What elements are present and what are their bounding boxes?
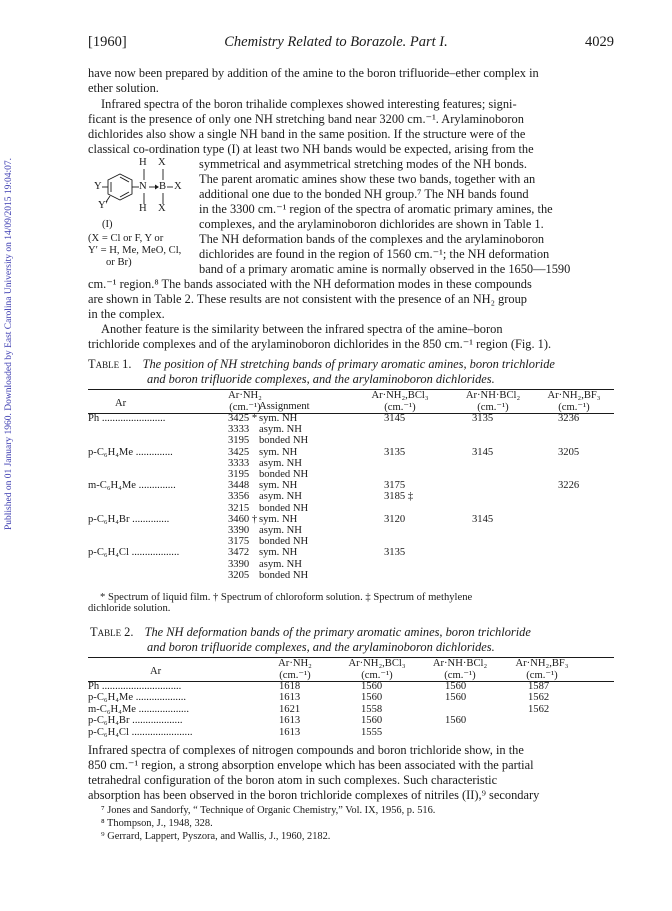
cell-amine: 1618 <box>279 681 301 692</box>
table-1-footnote: dichloride solution. <box>88 603 171 614</box>
cell-bcl3: 1555 <box>361 726 383 738</box>
cell-bcl3: 1560 <box>361 715 383 727</box>
text-line: dichlorides also show a single NH band in the same position. If the structure were of the <box>88 127 526 141</box>
row-label: p-C₆H₄Me .............. <box>88 446 173 458</box>
table-1-caption <box>88 357 555 372</box>
col-header-bf3-unit: (cm.⁻¹) <box>526 670 558 681</box>
table-1-caption-line: The position of NH stretching bands of primary aromatic amines, boron trichloride <box>142 357 555 371</box>
cell-assignment: sym. NH <box>259 446 298 458</box>
col-header-ar: Ar <box>115 398 127 409</box>
row-label: p-C₆H₄Br .............. <box>88 513 170 525</box>
structure-legend-line: (X = Cl or F, Y or <box>88 233 164 244</box>
cell-amine: 1613 <box>279 715 301 727</box>
cell-amine: 3205 <box>228 569 250 581</box>
text-line: are shown in Table 2. These results are not consistent with the presence of an NH₂ group <box>88 292 527 306</box>
cell-assignment: asym. NH <box>259 525 302 536</box>
table-1-caption <box>147 372 495 387</box>
text-line: tetrahedral configuration of the boron atom in such complexes. Such characteristic <box>88 773 498 787</box>
cell-assignment: asym. NH <box>259 424 302 436</box>
row-label: p-C₆H₄Br ................... <box>88 715 183 727</box>
cell-amine: 3333 <box>228 424 250 436</box>
row-label: m-C₆H₄Me .............. <box>88 480 176 492</box>
table-1-caption-line: and boron trifluoride complexes, and the arylaminoboron dichlorides. <box>147 372 495 386</box>
text-line: 850 cm.⁻¹ region, a strong absorption envelope which has been associated with the partial <box>88 758 534 772</box>
cell-assignment: asym. NH <box>259 558 302 570</box>
cell-nhbcl2: 1560 <box>445 715 467 727</box>
atom-y-prime: Y′ <box>98 200 108 211</box>
structure-legend-line: Y′ = H, Me, MeO, Cl, <box>88 245 182 256</box>
page-year: [1960] <box>88 34 127 50</box>
cell-amine: 3195 <box>228 469 250 480</box>
atom-y: Y <box>94 181 102 192</box>
cell-assignment: sym. NH <box>259 413 298 424</box>
col-header-bf3: Ar·NH₂,BF₃ <box>515 658 569 669</box>
text-line: trichloride complexes and of the arylaminoboron dichlorides in the 850 cm.⁻¹ region (Fig. 1). <box>88 337 552 351</box>
col-header-amine-unit: (cm.⁻¹) <box>279 670 311 681</box>
cell-amine: 3390 <box>228 558 250 570</box>
cell-assignment: sym. NH <box>259 513 298 525</box>
running-title: Chemistry Related to Borazole. Part I. <box>224 34 448 50</box>
cell-bcl3: 1560 <box>361 681 383 692</box>
cell-bf3: 1587 <box>528 681 550 692</box>
page-number: 4029 <box>585 34 614 50</box>
text-line: band of a primary aromatic amine is normally observed in the 1650—1590 <box>199 262 571 276</box>
col-header-assignment: Assignment <box>259 401 310 412</box>
text-line: The parent aromatic amines show these two bands, together with an <box>199 172 536 186</box>
cell-bcl3: 3145 <box>384 413 406 424</box>
cell-amine: 3425 * <box>228 413 258 424</box>
cell-bf3: 1562 <box>528 703 550 715</box>
row-label: p-C₆H₄Cl .................. <box>88 547 180 559</box>
cell-amine: 3175 <box>228 536 250 548</box>
cell-bf3: 3236 <box>558 413 580 424</box>
text-line: Infrared spectra of complexes of nitrogen compounds and boron trichloride show, in the <box>88 743 524 757</box>
col-header-bf3: Ar·NH₂,BF₃ <box>547 390 601 401</box>
cell-bcl3: 3135 <box>384 446 406 458</box>
cell-assignment: bonded NH <box>259 469 309 480</box>
cell-amine: 3390 <box>228 525 250 536</box>
table-2-caption-line: and boron trifluoride complexes, and the arylaminoboron dichlorides. <box>147 640 495 654</box>
atom-x-top: X <box>158 157 166 168</box>
text-line: ficant is the presence of only one NH stretching band near 3200 cm.⁻¹. Arylaminoboron <box>88 112 524 126</box>
col-header-bcl3-unit: (cm.⁻¹) <box>361 670 393 681</box>
cell-amine: 3425 <box>228 446 250 458</box>
cell-nhbcl2: 3145 <box>472 513 494 525</box>
atom-x-bottom: X <box>158 203 166 214</box>
atom-n: N <box>139 181 147 192</box>
col-header-bcl3: Ar·NH₂,BCl₃ <box>371 390 429 401</box>
col-header-nhbcl2: Ar·NH·BCl₂ <box>432 658 488 669</box>
cell-bcl3: 1560 <box>361 692 383 704</box>
atom-b: B <box>159 181 167 192</box>
footnote-8: ⁸ Thompson, J., 1948, 328. <box>101 818 213 829</box>
text-line: dichlorides are found in the region of 1560 cm.⁻¹; the NH deformation <box>199 247 550 261</box>
text-line: additional one due to the bonded NH group.⁷ The NH bands found <box>199 187 529 201</box>
cell-assignment: sym. NH <box>259 480 298 492</box>
table-2-caption <box>147 640 495 655</box>
text-line: Another feature is the similarity between the infrared spectra of the amine–boron <box>101 322 503 336</box>
text-line: have now been prepared by addition of the amine to the boron trifluoride–ether complex in <box>88 66 539 80</box>
atom-h-top: H <box>139 157 147 168</box>
row-label: p-C₆H₄Me ................... <box>88 692 187 704</box>
text-line: classical co-ordination type (I) at least two NH bands would be expected, arising from the <box>88 142 534 156</box>
col-header-amine-unit: (cm.⁻¹) <box>229 402 261 413</box>
cell-assignment: bonded NH <box>259 435 309 447</box>
text-line: in the complex. <box>88 307 165 321</box>
cell-amine: 3333 <box>228 457 250 469</box>
cell-nhbcl2: 1560 <box>445 692 467 704</box>
col-header-bcl3-unit: (cm.⁻¹) <box>384 402 416 413</box>
table-2-caption <box>90 625 531 640</box>
col-header-amine: Ar·NH₂ <box>278 658 312 669</box>
download-notice[interactable]: Published on 01 January 1960. Downloaded by East Carolina University on 14/09/2015 19:04:07. <box>4 157 14 530</box>
footnote-9: ⁹ Gerrard, Lappert, Pyszora, and Wallis, J., 1960, 2182. <box>101 831 331 842</box>
atom-h-bottom: H <box>139 203 147 214</box>
cell-amine: 1621 <box>279 703 301 715</box>
text-line: ether solution. <box>88 81 159 95</box>
cell-assignment: sym. NH <box>259 547 298 559</box>
col-header-nhbcl2-unit: (cm.⁻¹) <box>477 402 509 413</box>
row-label: Ph ........................ <box>88 413 166 424</box>
structure-I <box>88 157 194 270</box>
cell-assignment: bonded NH <box>259 536 309 548</box>
table-2-caption-line: The NH deformation bands of the primary aromatic amines, boron trichloride <box>144 625 531 639</box>
row-label: m-C₆H₄Me ................... <box>88 703 189 715</box>
cell-assignment: bonded NH <box>259 502 309 514</box>
text-line: in the 3300 cm.⁻¹ region of the spectra of aromatic primary amines, the <box>199 202 553 216</box>
col-header-nhbcl2: Ar·NH·BCl₂ <box>465 390 521 401</box>
cell-amine: 3195 <box>228 435 250 447</box>
cell-nhbcl2: 1560 <box>445 681 467 692</box>
table-1-label: Table 1. <box>88 357 132 371</box>
cell-assignment: asym. NH <box>259 457 302 469</box>
text-line: cm.⁻¹ region.⁸ The bands associated with the NH deformation modes in these compounds <box>88 277 532 291</box>
cell-bf3: 3226 <box>558 480 580 492</box>
cell-bcl3: 3175 <box>384 480 406 492</box>
row-label: Ph .............................. <box>88 681 182 692</box>
cell-bcl3: 3135 <box>384 547 406 559</box>
text-line: Infrared spectra of the boron trihalide complexes showed interesting features; signi- <box>101 97 517 111</box>
cell-bcl3: 3120 <box>384 513 406 525</box>
col-header-bf3-unit: (cm.⁻¹) <box>558 402 590 413</box>
structure-label: (I) <box>102 219 113 230</box>
cell-amine: 1613 <box>279 692 301 704</box>
cell-bf3: 3205 <box>558 446 580 458</box>
cell-amine: 3215 <box>228 502 250 514</box>
cell-amine: 3356 <box>228 491 250 503</box>
cell-bcl3: 3185 ‡ <box>384 491 414 503</box>
table-1-footnote: * Spectrum of liquid film. † Spectrum of chloroform solution. ‡ Spectrum of methylene <box>100 592 473 603</box>
text-line: absorption has been observed in the boron trichloride complexes of nitriles (II),⁹ secondary <box>88 788 540 802</box>
col-header-nhbcl2-unit: (cm.⁻¹) <box>444 670 476 681</box>
table-1-header-rule <box>88 413 614 414</box>
cell-nhbcl2: 3145 <box>472 446 494 458</box>
cell-assignment: asym. NH <box>259 491 302 503</box>
table-2-label: Table 2. <box>90 625 134 639</box>
cell-nhbcl2: 3135 <box>472 413 494 424</box>
cell-amine: 3460 † <box>228 513 258 525</box>
col-header-ar: Ar <box>150 666 162 677</box>
cell-bf3: 1562 <box>528 692 550 704</box>
text-line: complexes, and the arylaminoboron dichlorides are shown in Table 1. <box>199 217 544 231</box>
footnote-7: ⁷ Jones and Sandorfy, “ Technique of Organic Chemistry,” Vol. IX, 1956, p. 516. <box>101 805 436 816</box>
cell-amine: 3472 <box>228 547 250 559</box>
cell-amine: 3448 <box>228 480 250 492</box>
row-label: p-C₆H₄Cl ....................... <box>88 726 193 738</box>
col-header-bcl3: Ar·NH₂,BCl₃ <box>348 658 406 669</box>
atom-x-right: X <box>174 181 182 192</box>
cell-assignment: bonded NH <box>259 569 309 581</box>
cell-bcl3: 1558 <box>361 703 383 715</box>
structure-legend-line: or Br) <box>106 257 132 268</box>
text-line: symmetrical and asymmetrical stretching modes of the NH bonds. <box>199 157 527 171</box>
cell-amine: 1613 <box>279 726 301 738</box>
col-header-amine: Ar·NH₂ <box>228 390 262 401</box>
text-line: The NH deformation bands of the complexes and the arylaminoboron <box>199 232 545 246</box>
